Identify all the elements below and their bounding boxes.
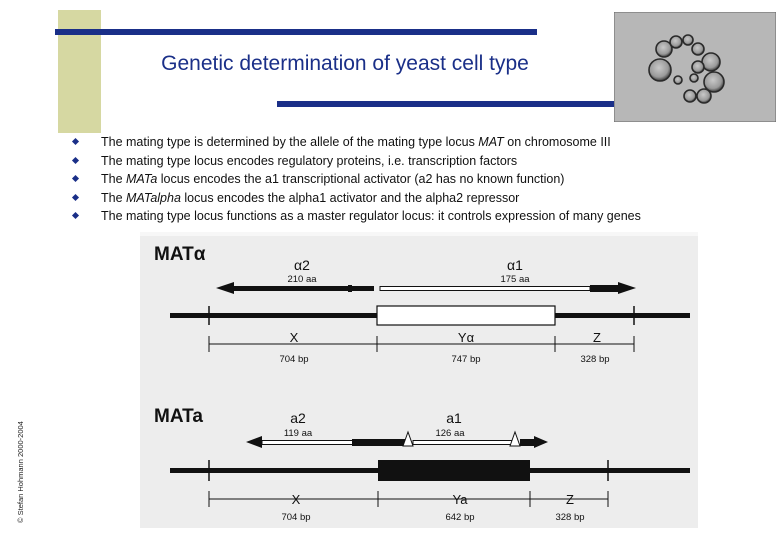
region-ya-label: Ya [452,492,468,507]
x-bp-label: 704 bp [279,354,309,365]
top-navy-rule [55,29,537,35]
region-z-label: Z [593,330,601,345]
region-x-label: X [291,492,301,507]
bullet-diamond-icon [72,138,79,145]
ya-alpha-box [377,306,555,325]
alpha2-gene-label: α2 [294,257,310,273]
bullet-item: The MATa locus encodes the a1 transcriptional activator (a2 has no known function) [70,170,720,189]
slide-title: Genetic determination of yeast cell type [161,52,529,75]
yeast-cells-photo [614,12,776,122]
mat-a-label: MATa [154,406,203,427]
diagram-panel [140,236,698,528]
ya-box [378,460,530,481]
z-bp-label: 328 bp [580,354,610,365]
z-bp-label: 328 bp [555,512,585,523]
region-x-label: X [289,330,299,345]
bullet-item: The mating type is determined by the allele of the mating type locus MAT on chromosome III [70,133,720,152]
x-bp-label: 704 bp [281,512,311,523]
region-z-label: Z [566,492,574,507]
copyright-notice: © Stefan Hohmann 2000-2004 [16,421,25,523]
ya-bp-label: 747 bp [451,354,481,365]
bullet-diamond-icon [72,193,79,200]
region-ya-label: Yα [457,330,475,345]
mat-alpha-label: MATα [154,244,206,265]
alpha1-aa-label: 175 aa [500,274,530,285]
bullet-diamond-icon [72,156,79,163]
bullet-item: The mating type locus functions as a master regulator locus: it controls expression of many genes [70,207,720,226]
a2-aa-label: 119 aa [283,428,313,439]
alpha1-gene-label: α1 [507,257,523,273]
mat-locus-diagram [140,232,698,528]
bullet-item: The mating type locus encodes regulatory proteins, i.e. transcription factors [70,152,720,171]
bullet-item: The MATalpha locus encodes the alpha1 activator and the alpha2 repressor [70,189,720,208]
bullet-diamond-icon [72,212,79,219]
bullet-diamond-icon [72,175,79,182]
a2-gene-label: a2 [290,410,306,426]
bullet-list [70,133,720,226]
a1-aa-label: 126 aa [435,428,465,439]
alpha2-aa-label: 210 aa [287,274,317,285]
ya-bp-label: 642 bp [445,512,475,523]
a1-gene-label: a1 [446,410,462,426]
